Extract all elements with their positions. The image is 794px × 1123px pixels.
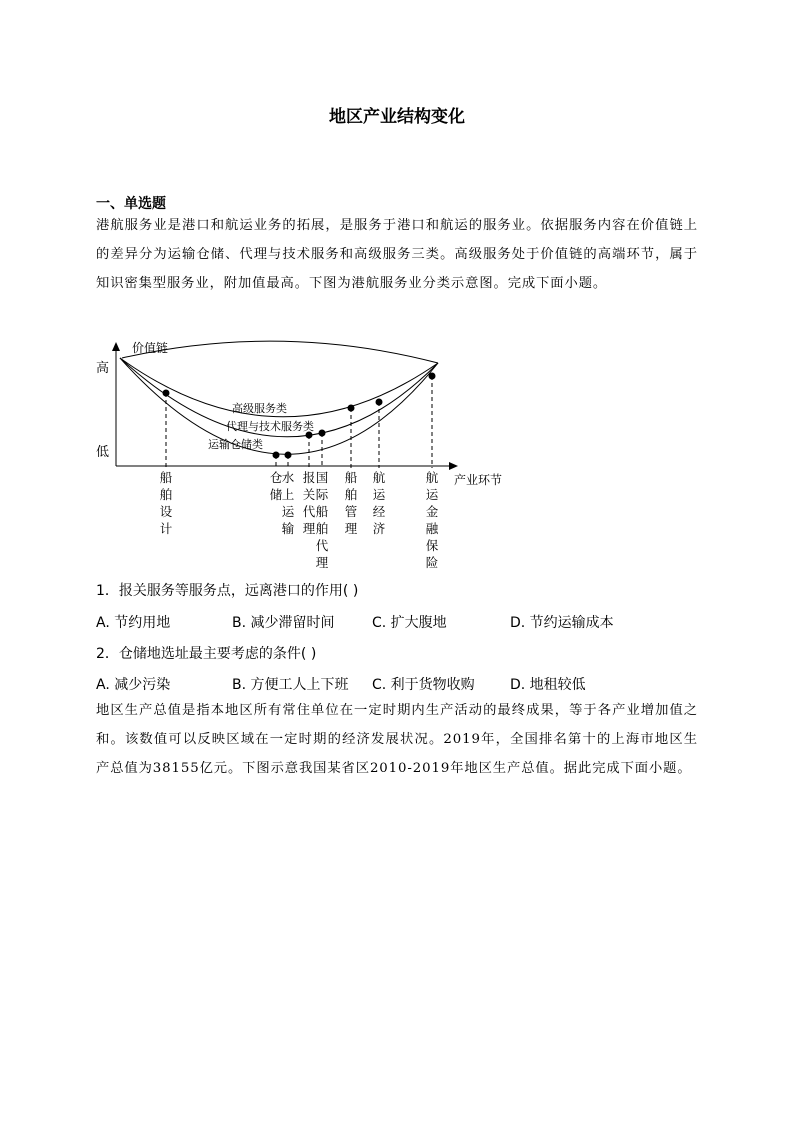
link-label-6: 航运经济 xyxy=(372,470,386,536)
y-axis-arrow xyxy=(112,342,120,351)
q1-option-b[interactable]: B. 减少滞留时间 xyxy=(232,615,335,631)
question-1-stem: 1．报关服务等服务点，远离港口的作用( ) xyxy=(96,583,359,599)
passage-gdp: 地区生产总值是指本地区所有常住单位在一定时期内生产活动的最终成果，等于各产业增加值之和。该数值可以反映区域在一定时期的经济发展状况。2019年，全国排名第十的上海市地区生产总值为38155亿元。下图示意我国某省区2010-2019年地区生产总值。据此完成下面小题。 xyxy=(96,703,698,776)
passage-port-services: 港航服务业是港口和航运业务的拓展，是服务于港口和航运的服务业。依据服务内容在价值链上的差异分为运输仓储、代理与技术服务和高级服务三类。高级服务处于价值链的高端环节，属于知识密集型服务业，附加值最高。下图为港航服务业分类示意图。完成下面小题。 xyxy=(96,218,698,291)
link-label-3: 报关代理 xyxy=(302,470,316,536)
link-label-0: 船舶设计 xyxy=(159,470,173,536)
point-shipping-economy xyxy=(376,399,383,406)
q1-option-c[interactable]: C. 扩大腹地 xyxy=(372,615,447,631)
y-high-label: 高 xyxy=(96,361,110,376)
y-axis-label: 价值链 xyxy=(132,341,169,355)
q1-option-d[interactable]: D. 节约运输成本 xyxy=(510,615,614,631)
point-water-transport xyxy=(285,452,292,459)
link-label-7: 航运金融保险 xyxy=(425,470,439,570)
link-label-5: 船舶管理 xyxy=(344,470,358,536)
curve-label-transport: 运输仓储类 xyxy=(208,438,263,451)
question-1-options xyxy=(96,612,716,632)
q1-option-a[interactable]: A. 节约用地 xyxy=(96,615,171,631)
curve-label-agency: 代理与技术服务类 xyxy=(226,420,314,433)
point-storage xyxy=(273,452,280,459)
page-title: 地区产业结构变化 xyxy=(329,107,465,127)
question-2-options xyxy=(96,674,716,694)
point-ship-design xyxy=(163,390,170,397)
value-chain-diagram xyxy=(90,338,520,570)
point-shipping-finance xyxy=(429,373,436,380)
y-low-label: 低 xyxy=(96,445,110,460)
q2-option-a[interactable]: A. 减少污染 xyxy=(96,677,171,693)
question-2-stem: 2．仓储地选址最主要考虑的条件( ) xyxy=(96,646,317,662)
x-axis-arrow xyxy=(449,462,458,470)
q2-option-d[interactable]: D. 地租较低 xyxy=(510,677,586,693)
link-label-4: 国际船舶代理 xyxy=(315,470,329,570)
point-ship-agency xyxy=(319,430,326,437)
q2-option-b[interactable]: B. 方便工人上下班 xyxy=(232,677,349,693)
x-axis-label: 产业环节 xyxy=(454,473,503,487)
curve-label-advanced: 高级服务类 xyxy=(232,402,287,415)
q2-option-c[interactable]: C. 利于货物收购 xyxy=(372,677,475,693)
section-heading: 一、单选题 xyxy=(96,196,166,212)
point-ship-management xyxy=(348,405,355,412)
link-label-1: 仓储 xyxy=(269,470,283,502)
link-label-2: 水上运输 xyxy=(281,470,295,536)
